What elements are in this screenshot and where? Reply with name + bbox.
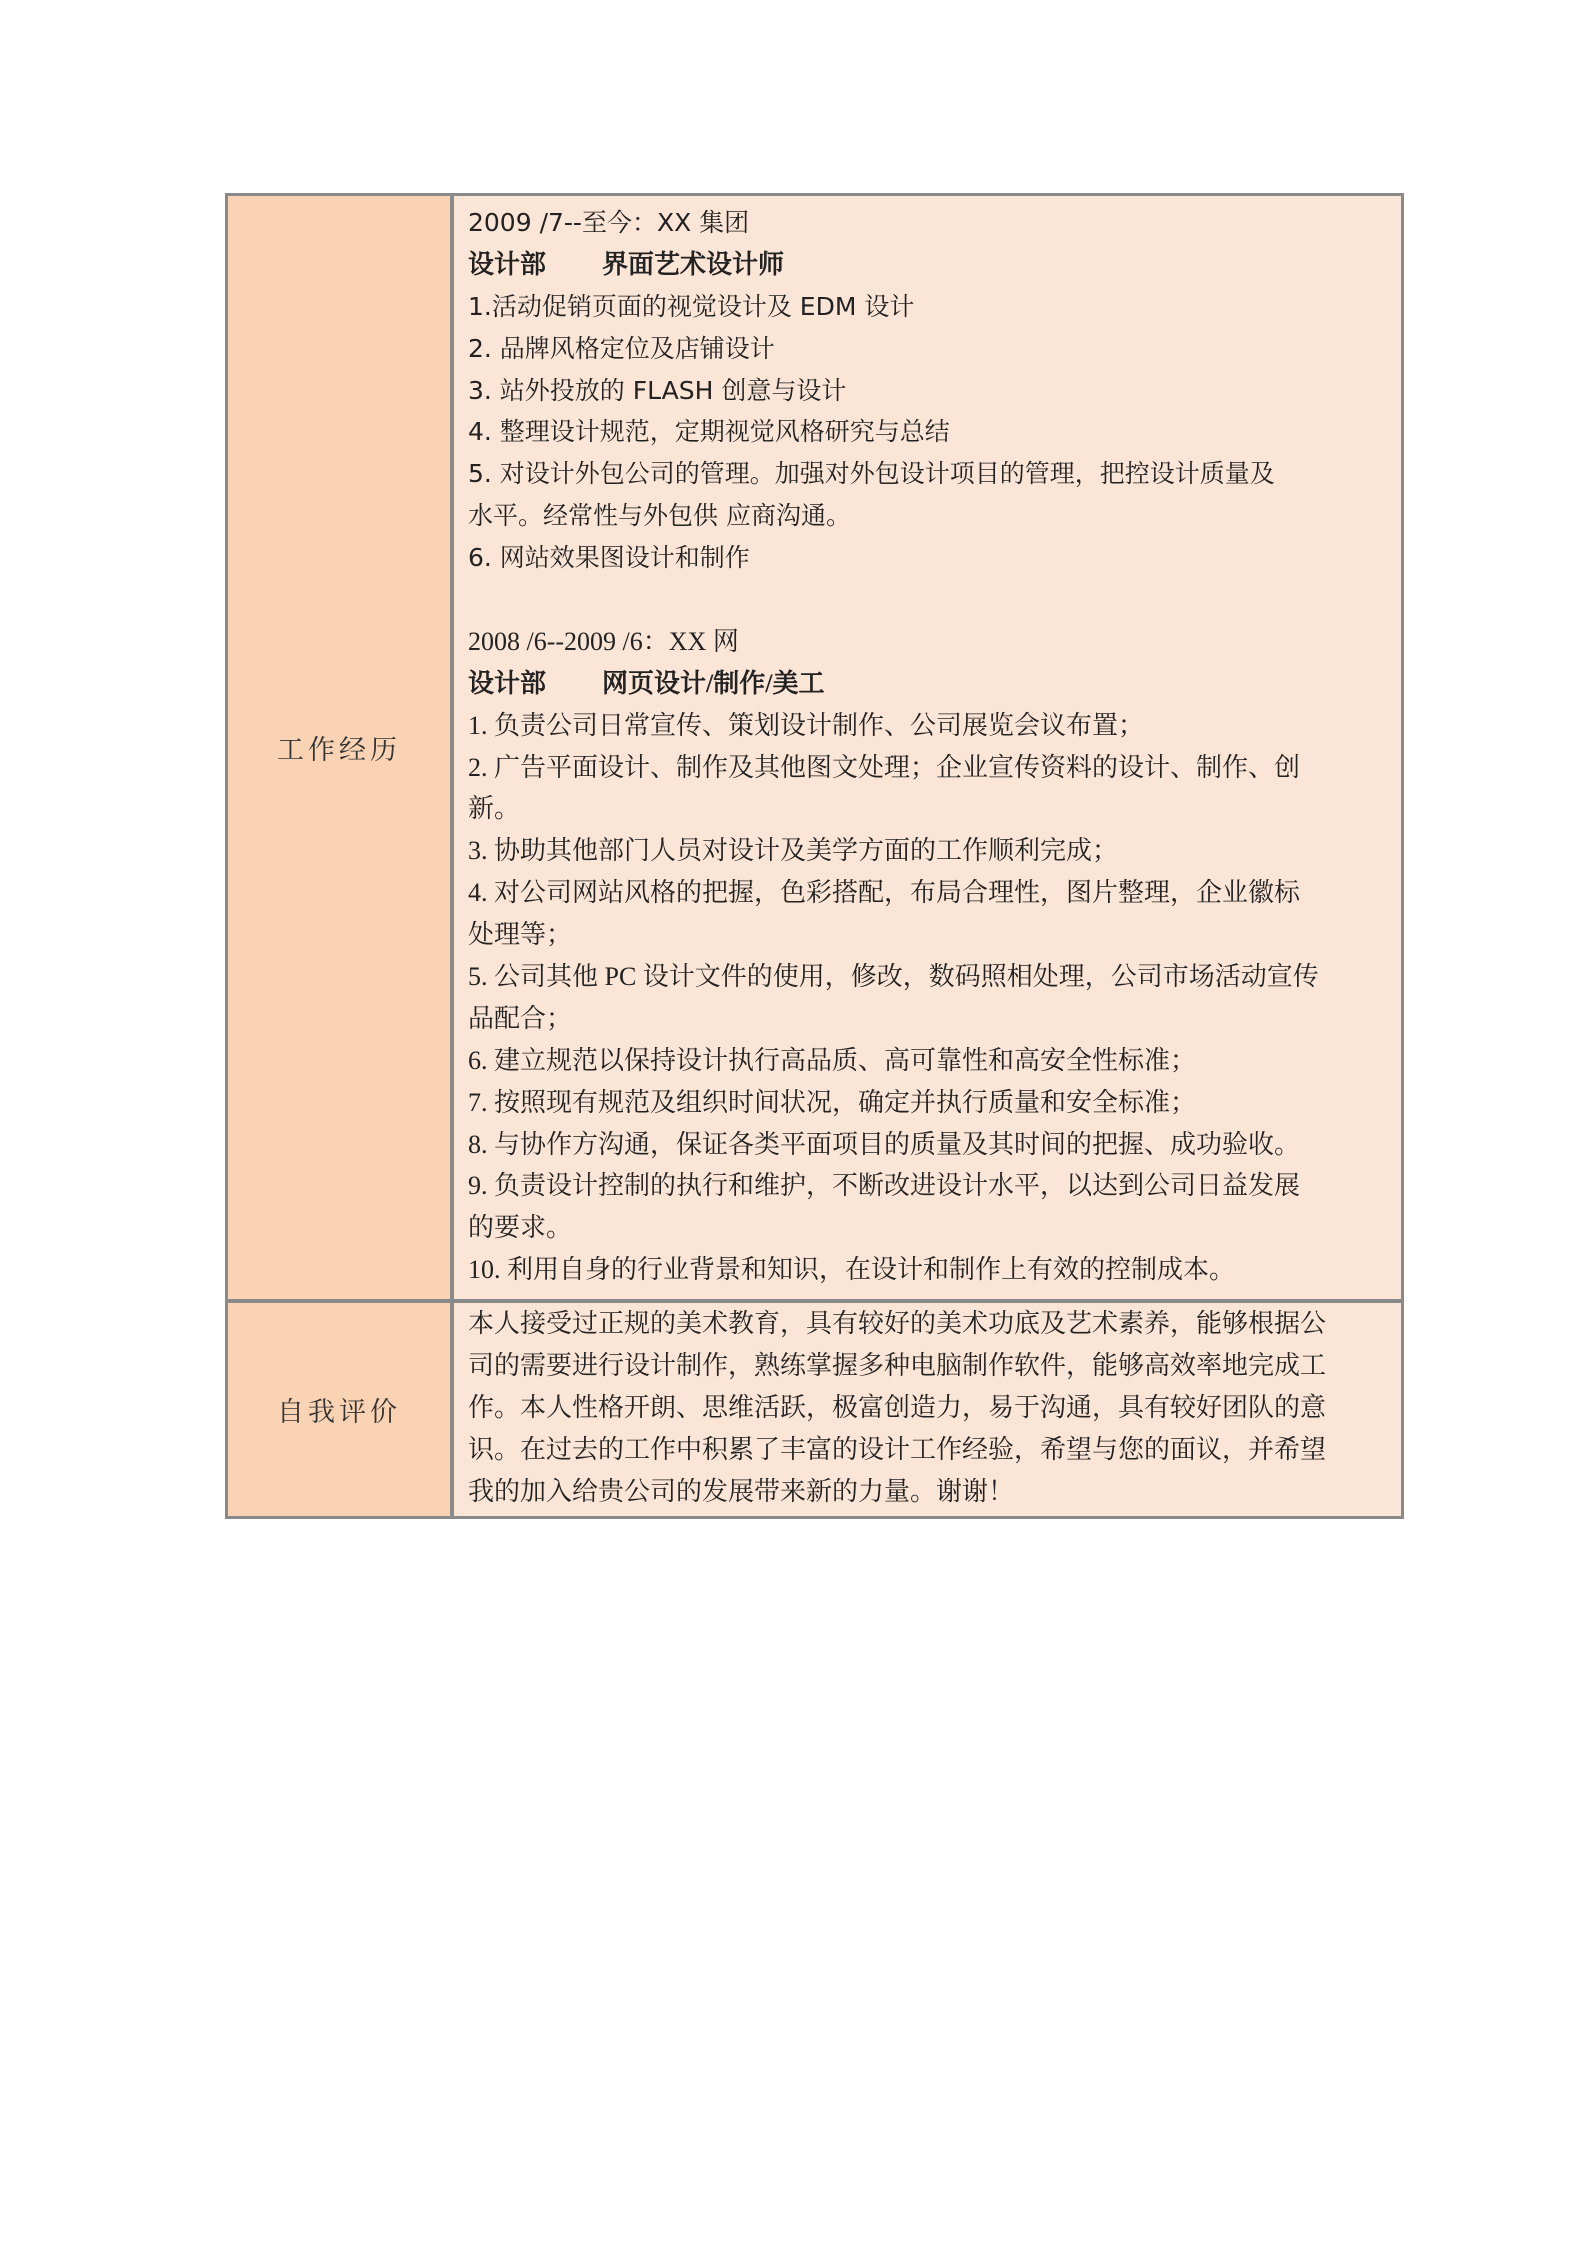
self-eval-line: 我的加入给贵公司的发展带来新的力量。谢谢！	[468, 1476, 1015, 1506]
job2-line: 2. 广告平面设计、制作及其他图文处理；企业宣传资料的设计、制作、创	[468, 752, 1301, 782]
work-experience-label: 工作经历	[228, 196, 454, 1299]
blank-line	[468, 579, 1391, 621]
job2-line: 1. 负责公司日常宣传、策划设计制作、公司展览会议布置；	[468, 710, 1145, 740]
job2-line: 品配合；	[468, 1003, 573, 1033]
job2-dept: 设计部	[468, 668, 547, 698]
job2-line: 3. 协助其他部门人员对设计及美学方面的工作顺利完成；	[468, 836, 1119, 866]
job1-line: 2. 品牌风格定位及店铺设计	[468, 333, 775, 363]
job1-line: 4. 整理设计规范，定期视觉风格研究与总结	[468, 417, 950, 447]
job1-position	[468, 244, 1391, 286]
self-eval-line: 本人接受过正规的美术教育，具有较好的美术功底及艺术素养，能够根据公	[468, 1309, 1327, 1338]
resume-table	[225, 193, 1404, 1519]
self-eval-line: 司的需要进行设计制作，熟练掌握多种电脑制作软件，能够高效率地完成工	[468, 1350, 1327, 1380]
job2-line: 7. 按照现有规范及组织时间状况，确定并执行质量和安全标准；	[468, 1087, 1197, 1117]
job1-line: 3. 站外投放的 FLASH 创意与设计	[468, 375, 847, 405]
job2-line: 4. 对公司网站风格的把握，色彩搭配，布局合理性，图片整理，企业徽标	[468, 878, 1301, 908]
job2-line: 5. 公司其他 PC 设计文件的使用，修改，数码照相处理，公司市场活动宣传	[468, 962, 1319, 992]
job1-line: 1.活动促销页面的视觉设计及 EDM 设计	[468, 291, 915, 321]
self-evaluation-row	[228, 1299, 1401, 1516]
job1-line: 5. 对设计外包公司的管理。加强对外包设计项目的管理，把控设计质量及	[468, 459, 1275, 489]
job2-period: 2008 /6--2009 /6：XX 网	[468, 626, 739, 656]
job2-line: 10. 利用自身的行业背景和知识，在设计和制作上有效的控制成本。	[468, 1255, 1236, 1285]
job1-title: 界面艺术设计师	[602, 249, 785, 279]
work-experience-row	[228, 196, 1401, 1299]
job2-line: 处理等；	[468, 920, 573, 950]
job2-title: 网页设计/制作/美工	[602, 668, 825, 698]
job2-line: 9. 负责设计控制的执行和维护，不断改进设计水平，以达到公司日益发展	[468, 1171, 1301, 1201]
job1-dept: 设计部	[468, 249, 547, 279]
job1-line: 水平。经常性与外包供 应商沟通。	[468, 501, 851, 531]
work-experience-content	[454, 196, 1401, 1299]
self-eval-line: 识。在过去的工作中积累了丰富的设计工作经验，希望与您的面议，并希望	[468, 1434, 1327, 1464]
job2-position	[468, 663, 1391, 705]
job2-line: 6. 建立规范以保持设计执行高品质、高可靠性和高安全性标准；	[468, 1045, 1197, 1075]
job2-line: 新。	[468, 794, 521, 824]
self-evaluation-content	[454, 1303, 1401, 1516]
job2-line: 8. 与协作方沟通，保证各类平面项目的质量及其时间的把握、成功验收。	[468, 1129, 1301, 1159]
self-eval-line: 作。本人性格开朗、思维活跃，极富创造力，易于沟通，具有较好团队的意	[468, 1392, 1327, 1422]
job1-line: 6. 网站效果图设计和制作	[468, 543, 750, 573]
self-evaluation-label: 自我评价	[228, 1303, 454, 1516]
job2-line: 的要求。	[468, 1213, 573, 1243]
job1-period: 2009 /7--至今：XX 集团	[468, 208, 750, 237]
